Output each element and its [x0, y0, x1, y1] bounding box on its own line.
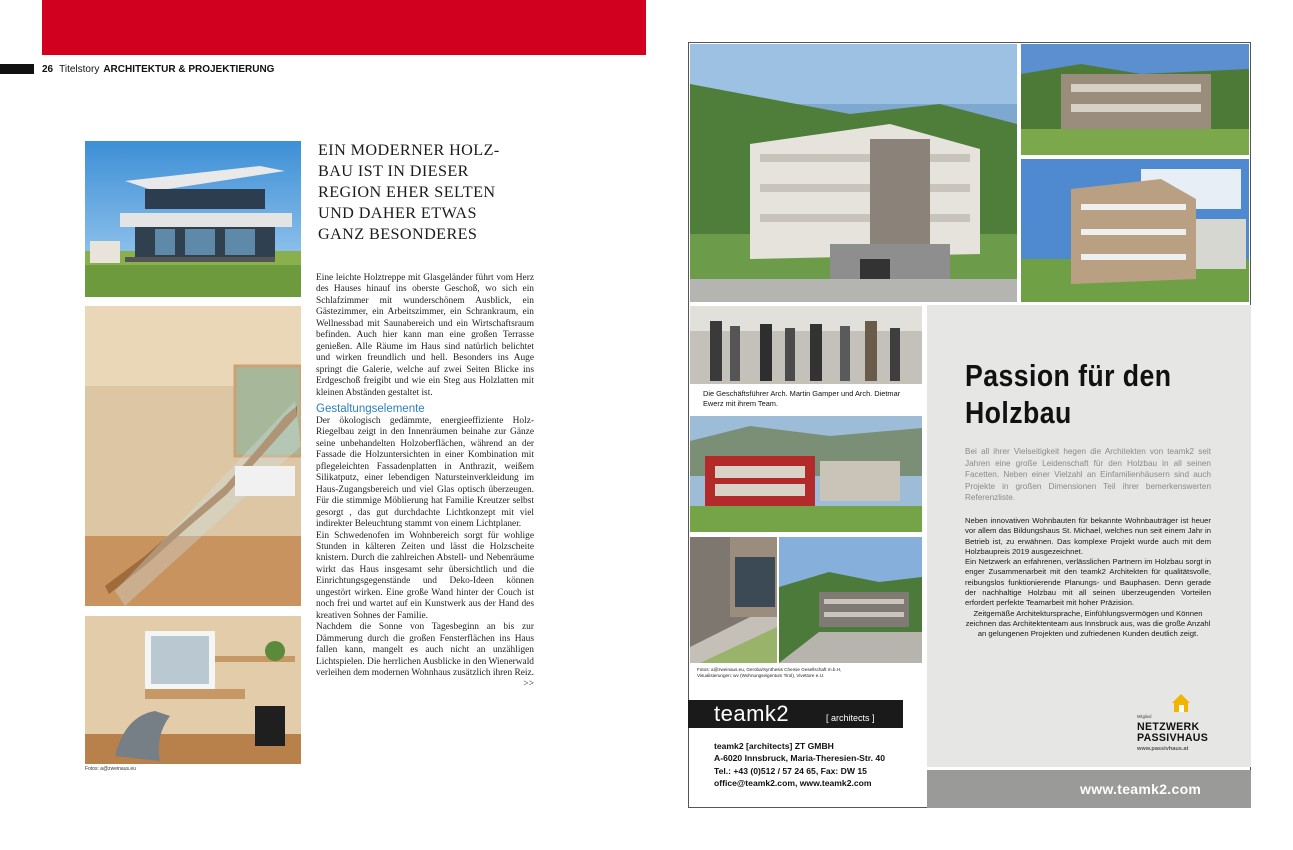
ad-intro: Bei all ihrer Vielseitigkeit hegen die Architekten von teamk2 seit Jahren eine große Leidenschaft für den Holzbau in all seinen Facetten. Neben einer Vielzahl an Einfamilienhäusern sind auch Projekte in großen Dimensionen Teil ihrer bemerkenswerten Referenzliste. — [965, 447, 1211, 503]
article-subhead: Gestaltungselemente — [316, 402, 425, 415]
housing-row-photo — [1021, 44, 1249, 155]
category-label: ARCHITEKTUR & PROJEKTIERUNG — [103, 64, 275, 75]
article-paragraph: Ein Schwedenofen im Wohnbereich sorgt für wohlige Stunden in kälteren Zeiten und lässt die Holzscheite knistern. Durch die zahlreichen Abstell- und Nebenräume wirkt das Haus insgesamt sehr übersichtlich und die Einrichtungsgegenstände und Deko-Ideen können ungestört wirken. Eine große Wand hinter der Couch ist noch frei und wartet auf ein Kunstwerk aus der Hand des kreativen Sohnes der Familie. — [316, 530, 534, 621]
passivhaus-member-label: Mitglied — [1137, 714, 1152, 719]
passivhaus-url[interactable]: www.passivhaus.at — [1137, 746, 1189, 752]
company-email-web[interactable]: office@teamk2.com, www.teamk2.com — [714, 778, 872, 789]
study-interior-photo — [85, 616, 301, 764]
timber-apartment-photo — [1021, 159, 1249, 302]
photo-credit-line: Visualisierungen: wv (Wohnungseigentum Tirol), Vivetture e.U. — [697, 673, 825, 678]
passivhaus-name-line: PASSIVHAUS — [1137, 732, 1209, 744]
article-paragraph: Der ökologisch gedämmte, energieeffiziente Holz-Riegelbau zeigt in den Innenräumen beinahe zur Gänze seine unbehandelten Holzoberflächen, während an der Fassade die Holzuntersichten in einer Kombination mit pflegeleichten Fassadenplatten in Anthrazit, weißem Silikatputz, einer lebendigen Natursteinverkleidung im Haus-Zugangsbereich und viel Glas optisch überzeugen. Für die stimmige Möblierung hat Familie Kreutzer selbst gesorgt , das gut durchdachte Lichtkonzept mit viel indirekter Beleuchtung stammt von einem Lichtplaner. — [316, 415, 534, 530]
red-residential-photo — [690, 416, 922, 532]
company-name: teamk2 [architects] ZT GMBH — [714, 741, 834, 751]
article-paragraph: Eine leichte Holztreppe mit Glasgeländer führt vom Herz des Hauses hinauf ins oberste Geschoß, wo sich ein Schlafzimmer mit wunderschönem Ausblick, ein Gästezimmer, ein Arbeitszimmer, ein Schrankraum, ein Wellnessbad mit Saunabereich und ein Wirtschaftsraum befinden. Auch hier kann man eine großen Terrasse genießen. Alle Räume im Haus sind natürlich belichtet und wirken freundlich und hell. Besonders ins Auge springt die Galerie, welche auf zwei Seiten Blicke ins Erdgeschoß freigibt und wie ein Steg aus Holzlatten mit kleinen Abständen gestaltet ist. — [316, 273, 534, 398]
photo-credit: Fotos: a@zweinaus.eu — [85, 766, 136, 772]
team-group-photo — [690, 306, 922, 384]
ad-paragraph: Zeitgemäße Architektursprache, Einfühlungsvermögen und Können zeichnen das Architektenteam aus Innsbruck aus, was die große Anzahl an gelungenen Projekten und zufriedenen Kunden deutlich zeigt. — [965, 608, 1211, 639]
header-red-bar — [42, 0, 646, 55]
continue-mark: >> — [523, 679, 534, 690]
page-marker — [0, 64, 34, 74]
staircase-interior-photo — [85, 306, 301, 606]
apartment-building-photo — [690, 44, 1017, 302]
passivhaus-house-icon — [1170, 693, 1192, 713]
passivhaus-name — [1137, 722, 1208, 744]
section-label: Titelstory — [59, 64, 100, 75]
passivhaus-name-line: NETZWERK — [1137, 721, 1200, 733]
teamk2-logo: teamk2 — [714, 701, 790, 726]
running-header — [42, 64, 274, 75]
website-link[interactable]: www.teamk2.com — [1080, 781, 1202, 797]
team-caption: Die Geschäftsführer Arch. Martin Gamper und Arch. Dietmar Ewerz mit ihrem Team. — [703, 389, 901, 408]
ad-paragraph: Neben innovativen Wohnbauten für bekannte Wohnbauträger ist heuer vor allem das Bildungshaus St. Michael, welches nun seit einem Jahr in Betrieb ist, zu erwähnen. Das komplexe Projekt wurde auch mit dem Holzbaupreis 2019 ausgezeichnet. — [965, 516, 1211, 556]
photo-credit-line: Fotos: a@zweinaus.eu, Geroba/Synthesis Chemie Gesellschaft m.b.H, — [697, 667, 842, 672]
house-exterior-photo — [85, 141, 301, 297]
ad-paragraph: Ein Netzwerk an erfahrenen, verlässlichen Partnern im Holzbau sorgt in enger Zusammenarbeit mit den teamk2 Architekten für qualitätsvolle, reibungslos funktionierende Planungs- und Bauphasen. Denn gerade der nachhaltige Holzbau mit all seinen überzeugenden Vorteilen erfordert perfekte Teamarbeit mit hoher Präzision. — [965, 557, 1211, 608]
contact-block — [714, 740, 885, 790]
facade-walkway-photo — [690, 537, 777, 663]
article-paragraph: Nachdem die Sonne von Tagesbeginn an bis zur Dämmerung durch die großen Fensterflächen ins Haus fallen kann, mangelt es auch nicht an unzähligen Lichtspielen. Die herrlichen Ausblicke in den Wienerwald verleihen dem modernen Wohnhaus zusätzlich ihren Reiz. — [316, 622, 535, 678]
teamk2-logo-subtitle: [ architects ] — [826, 713, 875, 723]
ad-title: Passion für den Holzbau — [965, 358, 1172, 430]
company-address: A-6020 Innsbruck, Maria-Theresien-Str. 40 — [714, 753, 885, 764]
page-number: 26 — [42, 64, 54, 75]
article-headline: EIN MODERNER HOLZ-BAU IST IN DIESER REGION EHER SELTEN UND DAHER ETWAS GANZ BESONDERES — [318, 141, 500, 243]
article-body — [316, 273, 534, 691]
education-building-photo — [779, 537, 922, 663]
photo-credits-ad — [697, 667, 907, 679]
company-phone: Tel.: +43 (0)512 / 57 24 65, Fax: DW 15 — [714, 765, 867, 776]
ad-body — [965, 516, 1211, 640]
